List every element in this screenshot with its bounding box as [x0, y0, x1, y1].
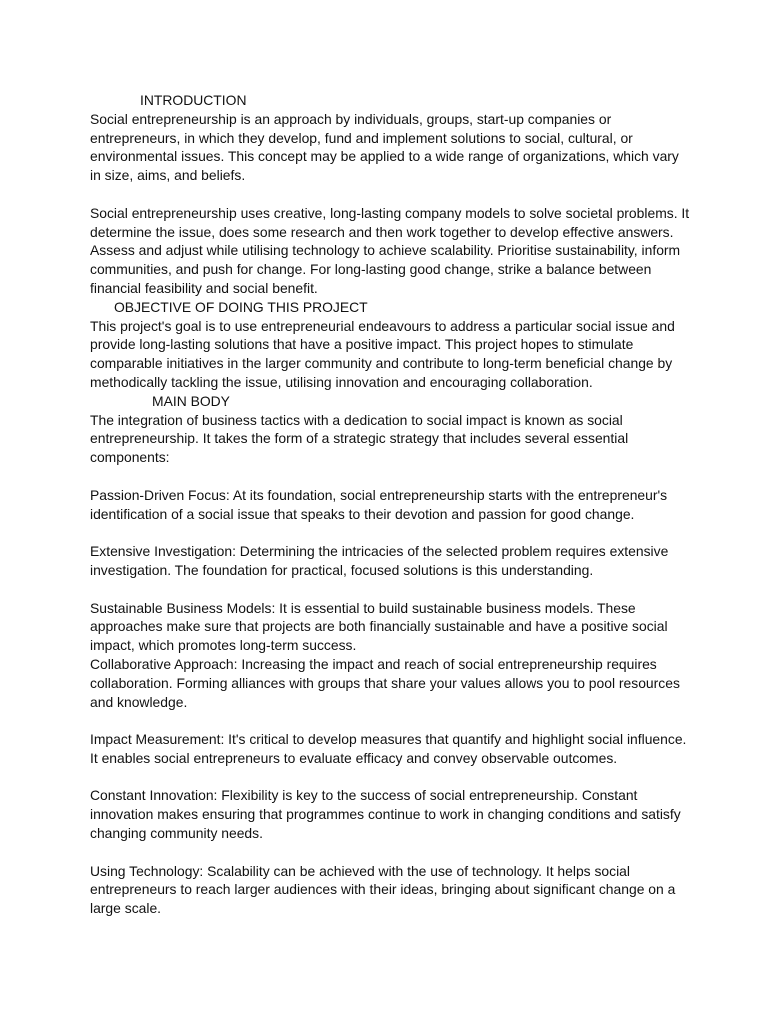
paragraph-spacer — [90, 467, 690, 486]
paragraph-constant-innovation: Constant Innovation: Flexibility is key to the success of social entrepreneurship. Constant innovation makes ensuring that programmes continue to work in changing conditions and satisfy changing community needs. — [90, 787, 681, 842]
paragraph-extensive-investigation: Extensive Investigation: Determining the intricacies of the selected problem requires extensive investigation. The foundation for practical, focused solutions is this understanding. — [90, 543, 669, 578]
paragraph-spacer — [90, 768, 690, 787]
paragraph-impact-measurement: Impact Measurement: It's critical to develop measures that quantify and highlight social influence. It enables social entrepreneurs to evaluate efficacy and convey observable outcomes. — [90, 731, 687, 766]
document-body — [90, 91, 690, 918]
paragraph-objective: This project's goal is to use entrepreneurial endeavours to address a particular social issue and provide long-lasting solutions that have a positive impact. This project hopes to stimulate comparable initiatives in the larger community and contribute to long-term beneficial change by methodically tackling the issue, utilising innovation and encouraging collaboration. — [90, 317, 675, 390]
paragraph-intro-1: Social entrepreneurship is an approach by individuals, groups, start-up companies or entrepreneurs, in which they develop, fund and implement solutions to social, cultural, or environmental issues. This concept may be applied to a wide range of organizations, which vary in size, aims, and beliefs. — [90, 110, 679, 184]
heading-main-body: MAIN BODY — [152, 392, 230, 409]
paragraph-spacer — [90, 580, 690, 599]
paragraph-intro-2: Social entrepreneurship uses creative, long-lasting company models to solve societal problems. It determine the issue, does some research and then work together to develop effective answers. Assess and adjust while utilising technology to achieve scalability. Prioritise sustainability, inform communities, and push for change. For long-lasting good change, strike a balance between financial feasibility and social benefit. — [90, 204, 690, 296]
paragraph-main-intro: The integration of business tactics with a dedication to social impact is known as social entrepreneurship. It takes the form of a strategic strategy that includes several essential components: — [90, 411, 629, 466]
paragraph-spacer — [90, 843, 690, 862]
heading-objective: OBJECTIVE OF DOING THIS PROJECT — [114, 298, 368, 315]
paragraph-passion-driven-focus: Passion-Driven Focus: At its foundation, social entrepreneurship starts with the entrepreneur's identification of a social issue that speaks to their devotion and passion for good change. — [90, 486, 668, 522]
heading-introduction: INTRODUCTION — [140, 92, 247, 108]
paragraph-spacer — [90, 523, 690, 542]
paragraph-using-technology: Using Technology: Scalability can be achieved with the use of technology. It helps social entrepreneurs to reach larger audiences with their ideas, bringing about significant change on a large scale. — [90, 862, 676, 917]
paragraph-spacer — [90, 711, 690, 730]
paragraph-collaborative-approach: Collaborative Approach: Increasing the impact and reach of social entrepreneurship requires collaboration. Forming alliances with groups that share your values allows you to pool resources and knowledge. — [90, 655, 680, 710]
paragraph-spacer — [90, 185, 690, 204]
paragraph-sustainable-business-models: Sustainable Business Models: It is essential to build sustainable business models. These approaches make sure that projects are both financially sustainable and have a positive social impact, which promotes long-term success. — [90, 599, 668, 654]
